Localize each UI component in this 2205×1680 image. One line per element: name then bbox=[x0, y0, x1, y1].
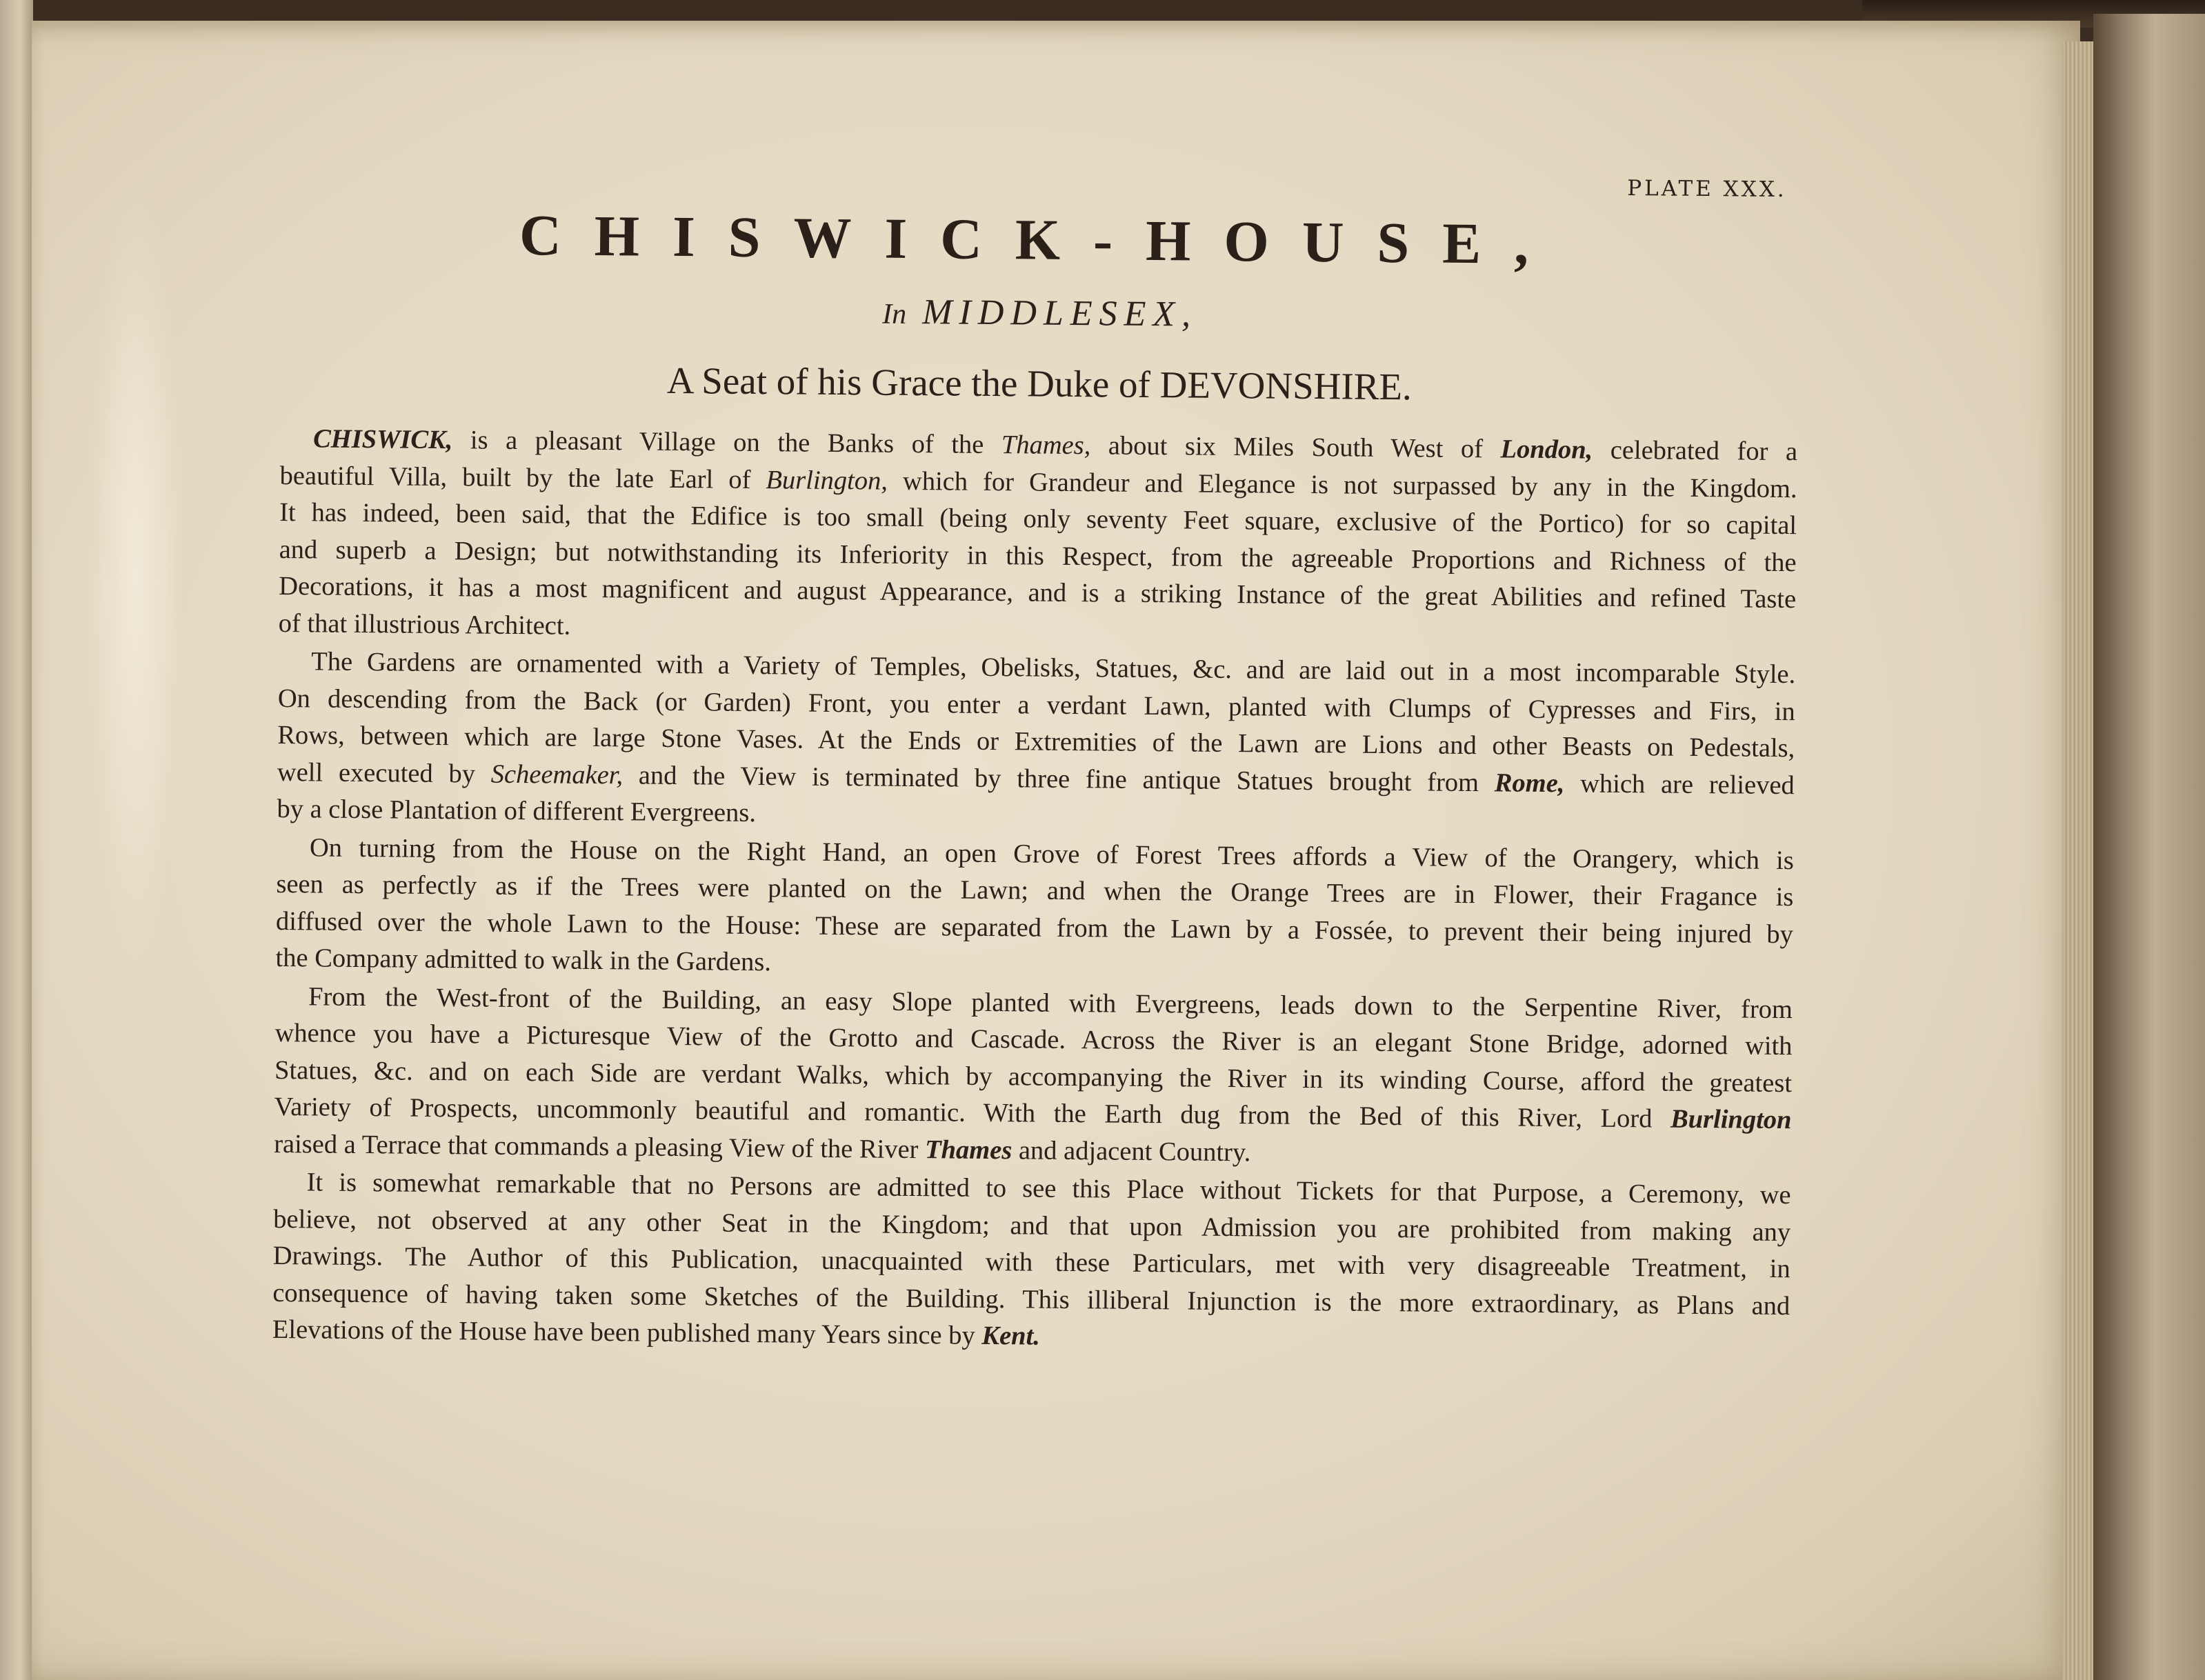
line-text: Elevations of the House have been published many Years since by bbox=[272, 1314, 982, 1350]
paragraph bbox=[275, 829, 1794, 990]
line-text: and superb a Design; but notwithstanding its Inferiority in this Respect, from the agreeable Proportions and Richness of the bbox=[279, 534, 1797, 577]
line-text: From the West-front of the Building, an easy Slope planted with Evergreens, leads down to the Serpentine River, from bbox=[308, 981, 1793, 1024]
line-text: Decorations, it has a most magnificent and august Appearance, and is a striking Instance of the great Abilities and refined Taste bbox=[279, 571, 1797, 614]
body-text bbox=[272, 421, 1798, 1363]
line-text: raised a Terrace that commands a pleasing View of the River bbox=[274, 1129, 926, 1164]
line-text: which for Grandeur and Elegance is not surpassed by any in the Kingdom. bbox=[887, 466, 1797, 503]
book-cover-right bbox=[2093, 14, 2205, 1680]
subtitle-prefix: In bbox=[882, 298, 907, 330]
line-text: and adjacent Country. bbox=[1012, 1135, 1251, 1167]
line-text: On turning from the House on the Right Hand, an open Grove of Forest Trees affords a View of the Orangery, which is bbox=[309, 832, 1795, 875]
page-block-edge bbox=[2062, 41, 2093, 1680]
line-text: whence you have a Picturesque View of the Grotto and Cascade. Across the River is an elegant Stone Bridge, adorned with bbox=[275, 1018, 1793, 1061]
line-text: seen as perfectly as if the Trees were planted on the Lawn; and when the Orange Trees are in Flower, their Fragance is bbox=[276, 869, 1794, 912]
line-text: Rows, between which are large Stone Vases. At the Ends or Extremities of the Lawn are Lions and other Beasts on Pedestals, bbox=[277, 720, 1795, 763]
line-text: about six Miles South West of bbox=[1090, 431, 1501, 464]
line-text: On descending from the Back (or Garden) Front, you enter a verdant Lawn, planted with Clumps of Cypresses and Firs, in bbox=[277, 683, 1795, 726]
line-text: and the View is terminated by three fine antique Statues brought from bbox=[622, 760, 1495, 797]
subtitle-place: MIDDLESEX, bbox=[922, 292, 1198, 334]
line-text: Variety of Prospects, uncommonly beautiful and romantic. With the Earth dug from the Bed of this River, Lord bbox=[274, 1092, 1671, 1134]
paragraph bbox=[277, 643, 1795, 841]
emphasis-text: London, bbox=[1500, 434, 1593, 465]
emphasis-text: Kent. bbox=[981, 1321, 1041, 1351]
seat-line: A Seat of his Grace the Duke of DEVONSHIRE. bbox=[666, 359, 1413, 408]
line-text: It is somewhat remarkable that no Persons are admitted to see this Place without Tickets for that Purpose, a Ceremony, we bbox=[306, 1168, 1791, 1210]
line-text: Drawings. The Author of this Publication, unacquainted with these Particulars, met with very disagreeable Treatment, in bbox=[272, 1241, 1790, 1284]
line-text: celebrated for a bbox=[1593, 435, 1798, 467]
emphasis-text: Scheemaker, bbox=[490, 759, 623, 790]
emphasis-text: Burlington, bbox=[766, 465, 888, 496]
emphasis-text: CHISWICK, bbox=[312, 424, 453, 455]
line-text: believe, not observed at any other Seat in the Kingdom; and that upon Admission you are prohibited from making any bbox=[273, 1204, 1791, 1247]
line-text: of that illustrious Architect. bbox=[278, 608, 571, 641]
facing-page-edge bbox=[0, 0, 33, 1680]
emphasis-text: Thames bbox=[924, 1134, 1012, 1165]
line-text: by a close Plantation of different Evergreens. bbox=[277, 794, 757, 828]
paragraph bbox=[279, 421, 1798, 655]
paragraph bbox=[274, 978, 1793, 1176]
emphasis-text: Rome, bbox=[1494, 768, 1565, 798]
line-text: It has indeed, been said, that the Edifice is too small (being only seventy Feet square, exclusive of the Portico) for so capital bbox=[279, 497, 1797, 541]
emphasis-text: Thames, bbox=[1001, 430, 1091, 461]
page-stain bbox=[87, 179, 183, 972]
line-text: beautiful Villa, built by the late Earl of bbox=[279, 461, 766, 494]
line-text: which are relieved bbox=[1564, 768, 1795, 800]
line-text: diffused over the whole Lawn to the House: These are separated from the Lawn by a Fossée, to prevent their being injured by bbox=[275, 906, 1794, 949]
line-text: the Company admitted to walk in the Gardens. bbox=[275, 943, 772, 977]
line-text: Statues, &c. and on each Side are verdant Walks, which by accompanying the River in its winding Course, afford the greatest bbox=[274, 1055, 1793, 1098]
emphasis-text: Burlington bbox=[1670, 1104, 1792, 1135]
line-text: The Gardens are ornamented with a Variety of Temples, Obelisks, Statues, &c. and are laid out in a most incomparable Style. bbox=[311, 647, 1796, 690]
line-text: well executed by bbox=[277, 757, 491, 789]
paragraph bbox=[272, 1164, 1791, 1362]
line-text: is a pleasant Village on the Banks of the bbox=[452, 426, 1002, 460]
line-text: consequence of having taken some Sketches of the Building. This illiberal Injunction is the more extraordinary, as Plans and bbox=[272, 1278, 1790, 1321]
plate-label: PLATE XXX. bbox=[1627, 176, 1787, 203]
page-title: CHISWICK-HOUSE, bbox=[519, 203, 1562, 277]
